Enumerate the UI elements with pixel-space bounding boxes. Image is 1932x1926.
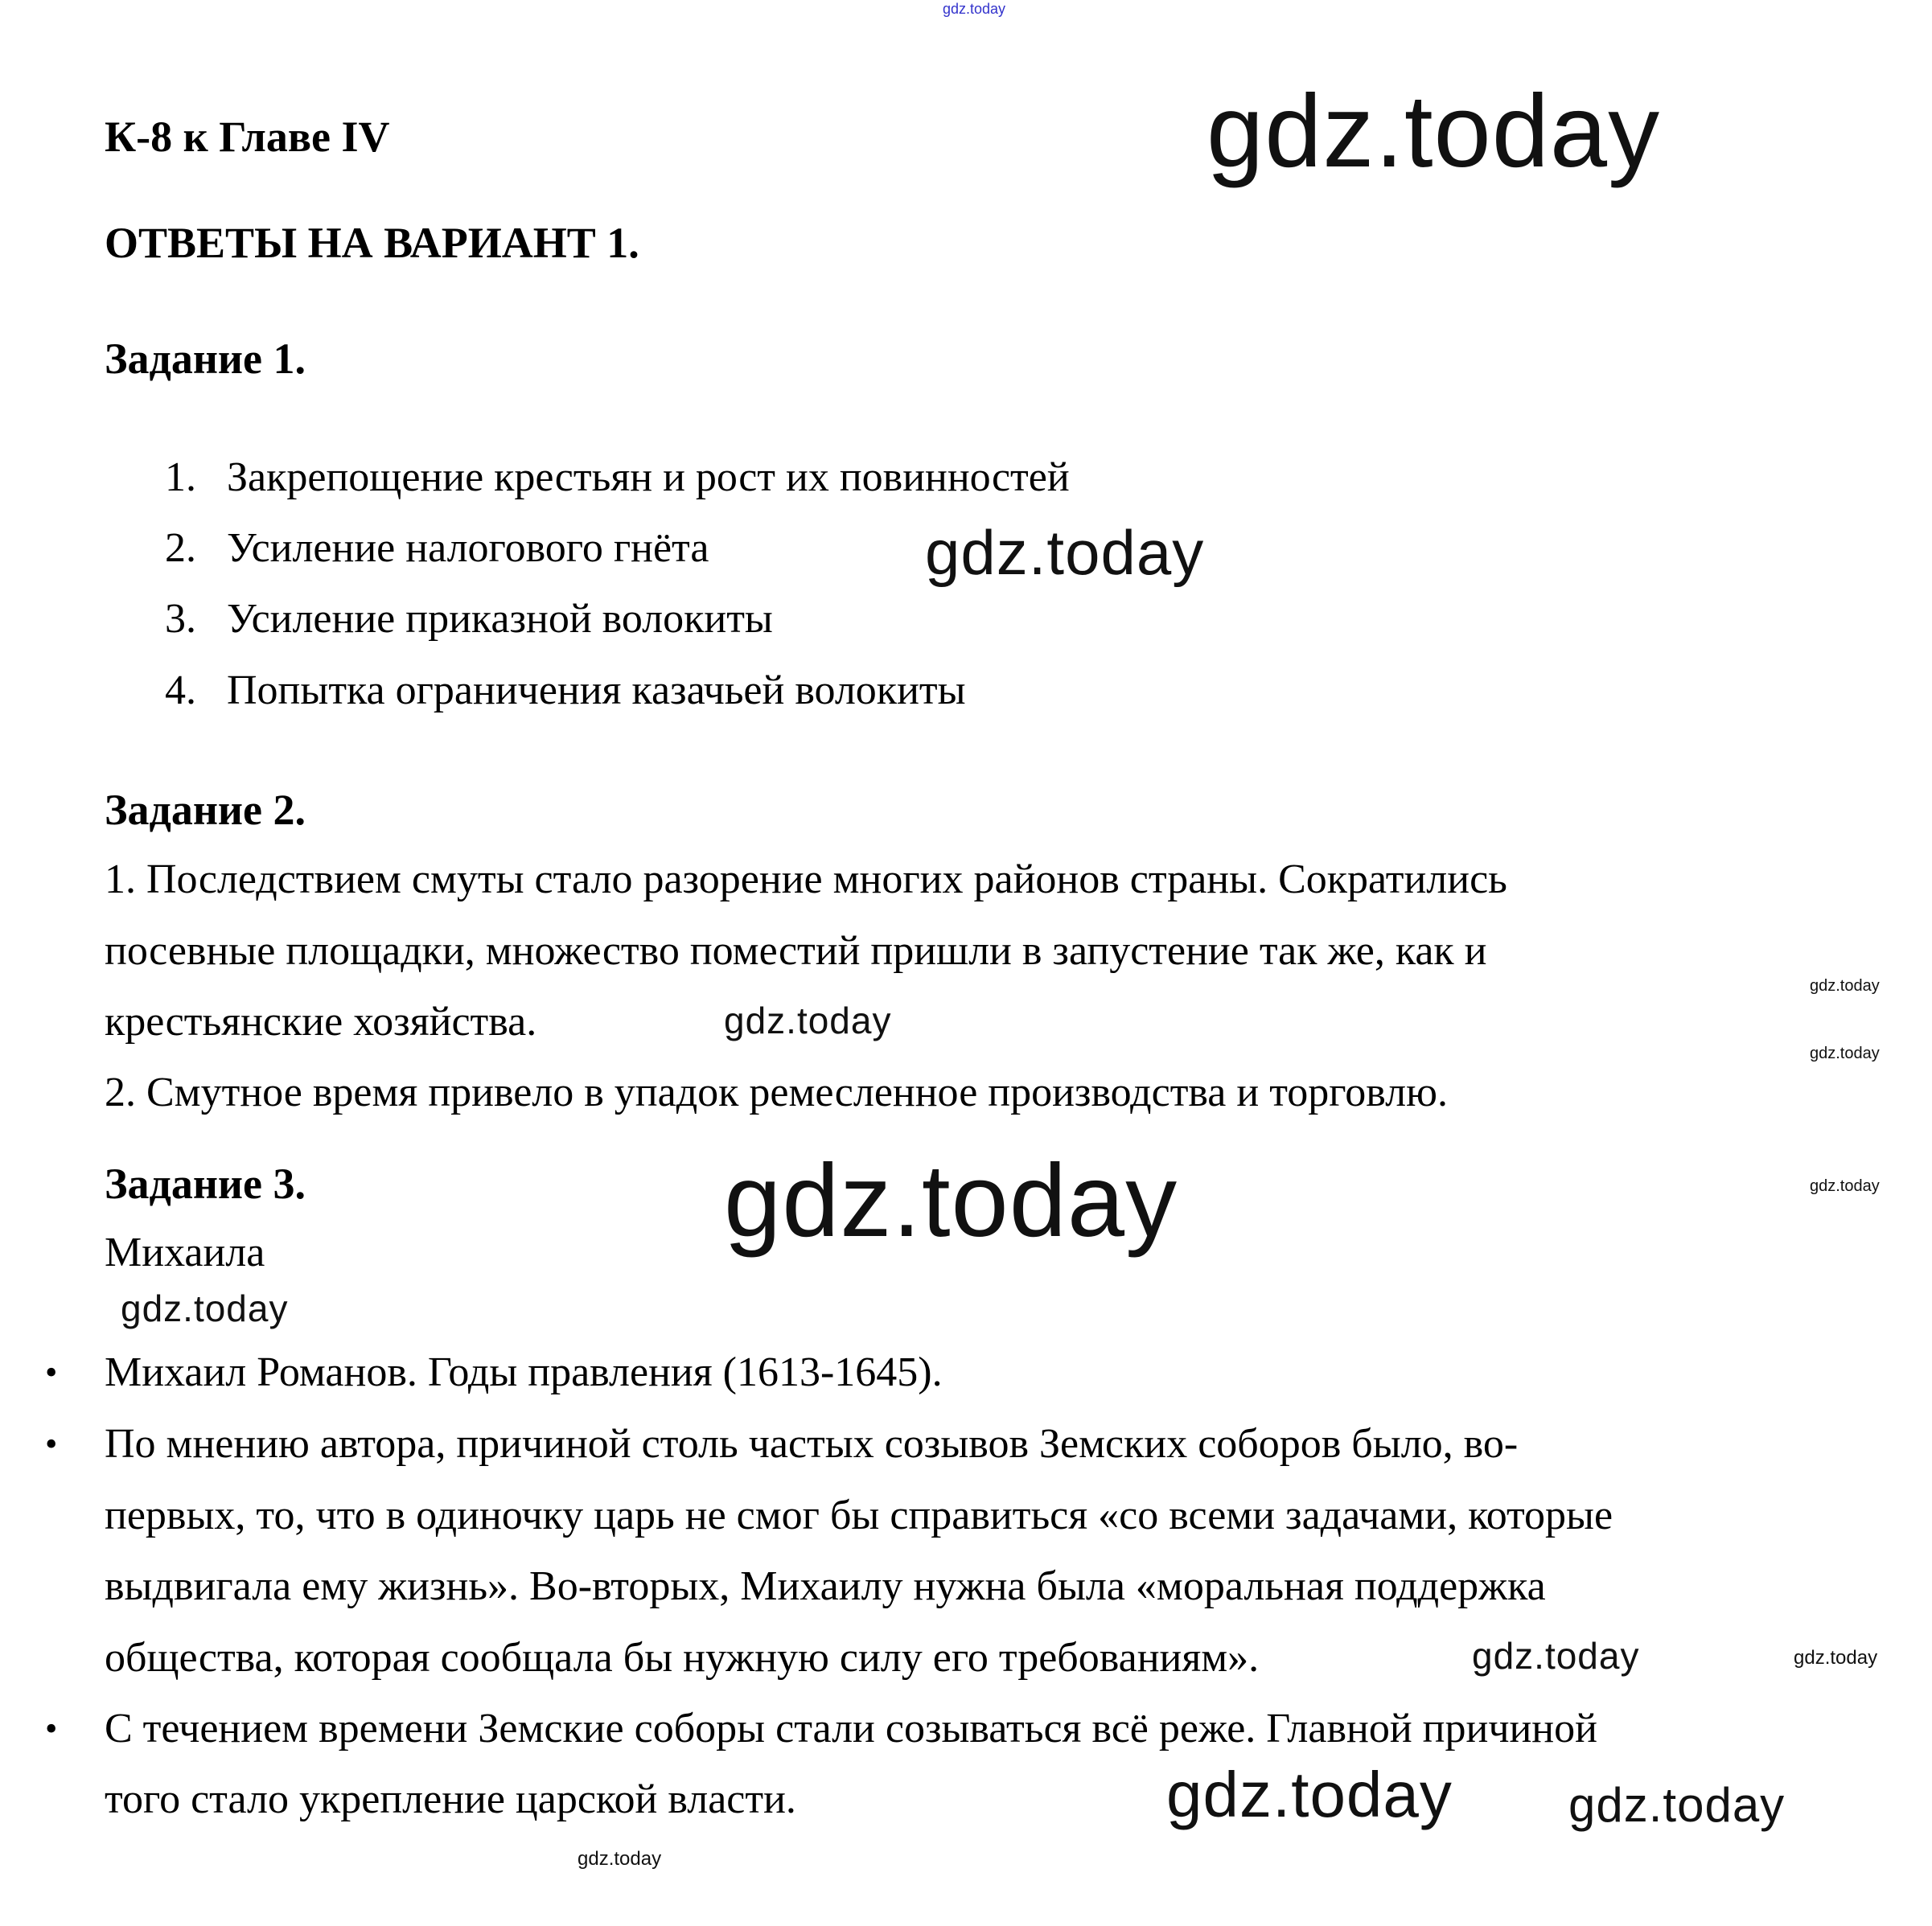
paragraph-line: 2. Смутное время привело в упадок ремесленное производства и торговлю. [105,1070,1448,1115]
list-number: 4. [165,667,196,713]
watermark: gdz.today [1810,977,1880,995]
bullet-line: С течением времени Земские соборы стали созываться всё реже. Главной причиной [105,1706,1597,1751]
bullet-line: Михаил Романов. Годы правления (1613-1645). [105,1349,943,1395]
watermark: gdz.today [925,517,1205,588]
watermark: gdz.today [578,1848,662,1870]
page-subtitle: ОТВЕТЫ НА ВАРИАНТ 1. [105,219,639,267]
watermark: gdz.today [1472,1635,1640,1677]
list-number: 1. [165,454,196,500]
list-item: Попытка ограничения казачьей волокиты [227,667,966,713]
watermark: gdz.today [1166,1759,1453,1830]
bullet-line: общества, которая сообщала бы нужную силу его требованиям». [105,1635,1260,1681]
watermark: gdz.today [724,1000,892,1041]
bullet-icon: • [45,1424,58,1464]
task3-answer: Михаила [105,1230,265,1275]
task3-heading: Задание 3. [105,1160,306,1208]
paragraph-line: 1. Последствием смуты стало разорение многих районов страны. Сократились [105,856,1507,902]
list-number: 3. [165,596,196,642]
watermark: gdz.today [1810,1045,1880,1062]
bullet-line: первых, то, что в одиночку царь не смог бы справиться «со всеми задачами, которые [105,1493,1613,1538]
bullet-icon: • [45,1709,58,1748]
bullet-line: выдвигала ему жизнь». Во-вторых, Михаилу нужна была «моральная поддержка [105,1563,1546,1609]
bullet-line: По мнению автора, причиной столь частых созывов Земских соборов было, во- [105,1421,1519,1467]
watermark: gdz.today [1206,74,1661,189]
watermark: gdz.today [724,1144,1178,1259]
task2-heading: Задание 2. [105,786,306,834]
list-item: Усиление налогового гнёта [227,525,709,571]
watermark: gdz.today [1568,1778,1786,1832]
watermark: gdz.today [121,1287,289,1329]
bullet-icon: • [45,1353,58,1392]
header-watermark: gdz.today [943,1,1006,17]
paragraph-line: крестьянские хозяйства. [105,999,537,1045]
list-number: 2. [165,525,196,571]
task1-heading: Задание 1. [105,335,306,383]
paragraph-line: посевные площадки, множество поместий пришли в запустение так же, как и [105,928,1487,974]
watermark: gdz.today [1794,1647,1878,1669]
bullet-line: того стало укрепление царской власти. [105,1776,796,1822]
list-item: Усиление приказной волокиты [227,596,773,642]
watermark: gdz.today [1810,1177,1880,1195]
list-item: Закрепощение крестьян и рост их повинностей [227,454,1070,500]
page-title: К-8 к Главе IV [105,113,390,161]
